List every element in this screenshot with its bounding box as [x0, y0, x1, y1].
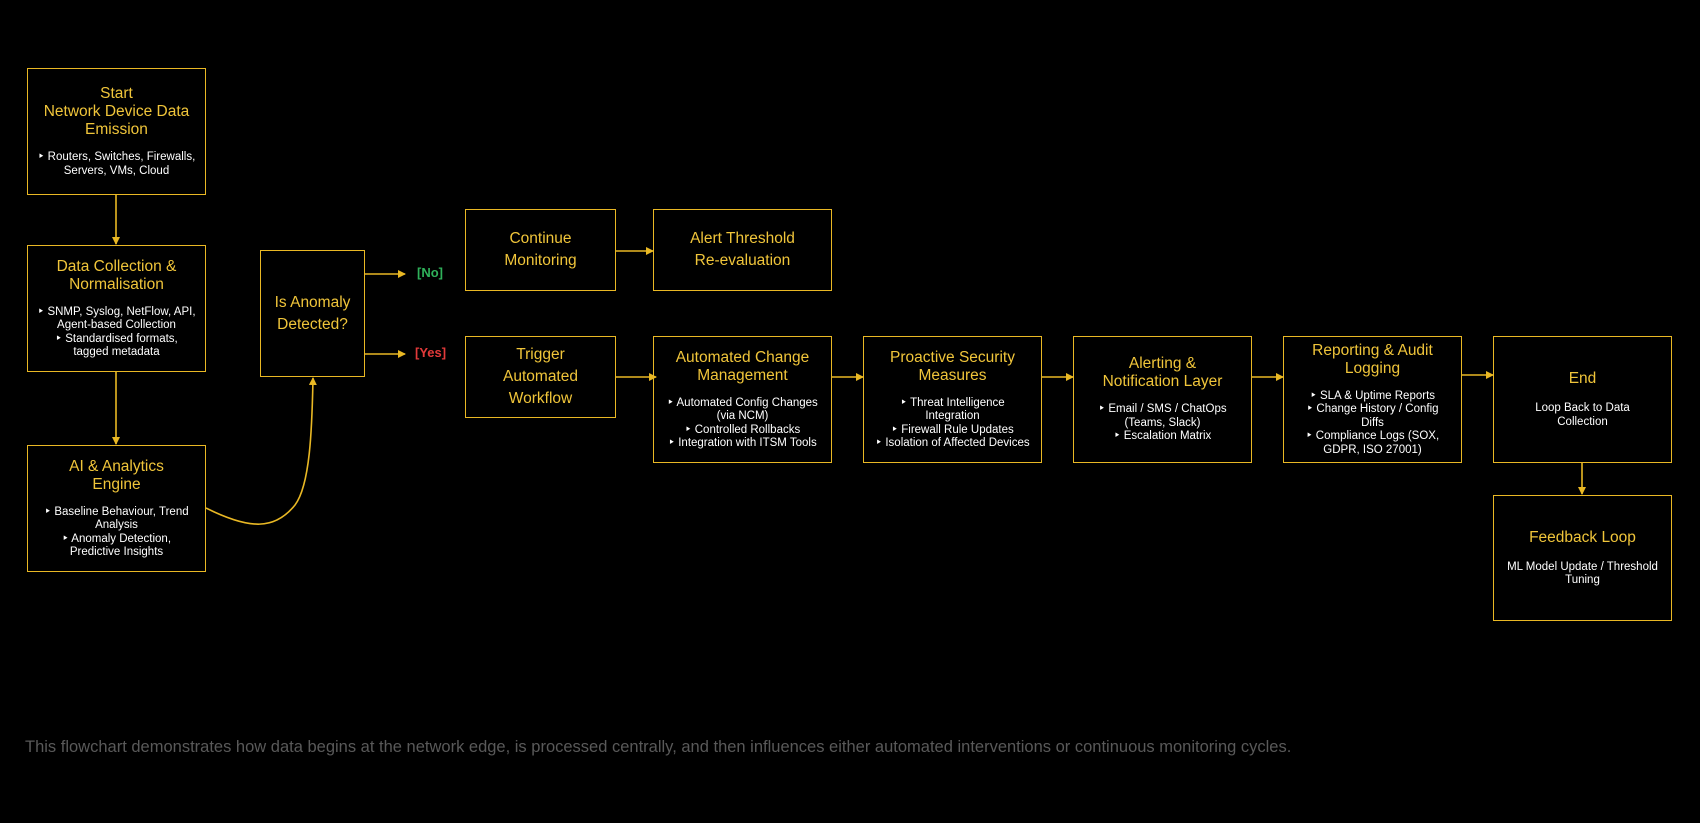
- ai-analytics-title: AI & Analytics Engine: [69, 457, 164, 493]
- continue-monitoring-node: [465, 209, 616, 291]
- diagram-caption: This flowchart demonstrates how data begins at the network edge, is processed centrally, and then influences either automated interventions or continuous monitoring cycles.: [25, 738, 1292, 756]
- continue-monitoring-title: Continue Monitoring: [504, 230, 577, 269]
- change-management-details: [667, 397, 818, 451]
- alerting-bullet: ‣ Escalation Matrix: [1113, 430, 1212, 443]
- data-collection-title: Data Collection & Normalisation: [56, 257, 177, 293]
- alerting-title: Alerting & Notification Layer: [1102, 355, 1223, 391]
- security-measures-bullet: ‣ Firewall Rule Updates: [891, 423, 1014, 436]
- ai-analytics-details: [44, 506, 188, 560]
- data-collection-details: [37, 306, 195, 360]
- start-node-title: Start Network Device Data Emission: [43, 85, 190, 138]
- reporting-details: [1306, 390, 1439, 458]
- reporting-bullet: ‣ Change History / Config Diffs: [1306, 403, 1439, 429]
- change-management-title: Automated Change Management: [675, 348, 810, 384]
- security-measures-node: [863, 336, 1042, 463]
- feedback-loop-subtext: ML Model Update / Threshold Tuning: [1507, 560, 1658, 586]
- reporting-bullet: ‣ Compliance Logs (SOX, GDPR, ISO 27001): [1305, 430, 1440, 456]
- alert-threshold-node: [653, 209, 832, 291]
- alerting-bullet: ‣ Email / SMS / ChatOps (Teams, Slack): [1098, 403, 1227, 429]
- reporting-node: [1283, 336, 1462, 463]
- change-management-bullet: ‣ Integration with ITSM Tools: [668, 437, 817, 449]
- end-node: [1493, 336, 1672, 463]
- security-measures-title: Proactive Security Measures: [890, 348, 1015, 384]
- data-collection-node: [27, 245, 206, 372]
- feedback-loop-title: Feedback Loop: [1529, 528, 1636, 546]
- ai-analytics-bullet: ‣ Baseline Behaviour, Trend Analysis: [44, 505, 189, 531]
- security-measures-bullet: ‣ Isolation of Affected Devices: [875, 437, 1030, 449]
- start-node: [27, 68, 206, 195]
- trigger-workflow-node: [465, 336, 616, 418]
- alerting-details: [1098, 403, 1226, 444]
- alert-threshold-title: Alert Threshold Re-evaluation: [690, 230, 795, 269]
- anomaly-decision-title: Is Anomaly Detected?: [274, 293, 351, 333]
- change-management-bullet: ‣ Automated Config Changes (via NCM): [667, 396, 818, 422]
- anomaly-decision-node: [260, 250, 365, 377]
- reporting-bullet: ‣ SLA & Uptime Reports: [1309, 389, 1436, 402]
- security-measures-details: [875, 397, 1029, 451]
- feedback-loop-node: [1493, 495, 1672, 621]
- data-collection-bullet: ‣ SNMP, Syslog, NetFlow, API, Agent-based Collection: [37, 305, 196, 331]
- reporting-title: Reporting & Audit Logging: [1312, 341, 1433, 377]
- start-node-details: [38, 151, 196, 178]
- yes-branch-label: [Yes]: [415, 345, 447, 360]
- end-subtext: Loop Back to Data Collection: [1535, 402, 1630, 428]
- ai-analytics-bullet: ‣ Anomaly Detection, Predictive Insights: [61, 532, 172, 558]
- data-collection-bullet: ‣ Standardised formats, tagged metadata: [55, 332, 178, 358]
- start-node-bullet: ‣ Routers, Switches, Firewalls, Servers, VMs, Cloud: [37, 151, 196, 177]
- ai-analytics-node: [27, 445, 206, 572]
- end-title: End: [1568, 370, 1597, 387]
- alerting-node: [1073, 336, 1252, 463]
- trigger-workflow-title: Trigger Automated Workflow: [503, 346, 578, 407]
- change-management-bullet: ‣ Controlled Rollbacks: [684, 423, 801, 436]
- security-measures-bullet: ‣ Threat Intelligence Integration: [900, 396, 1005, 422]
- no-branch-label: [No]: [417, 265, 443, 280]
- arrow-ai-to-decision: [206, 378, 313, 524]
- change-management-node: [653, 336, 832, 463]
